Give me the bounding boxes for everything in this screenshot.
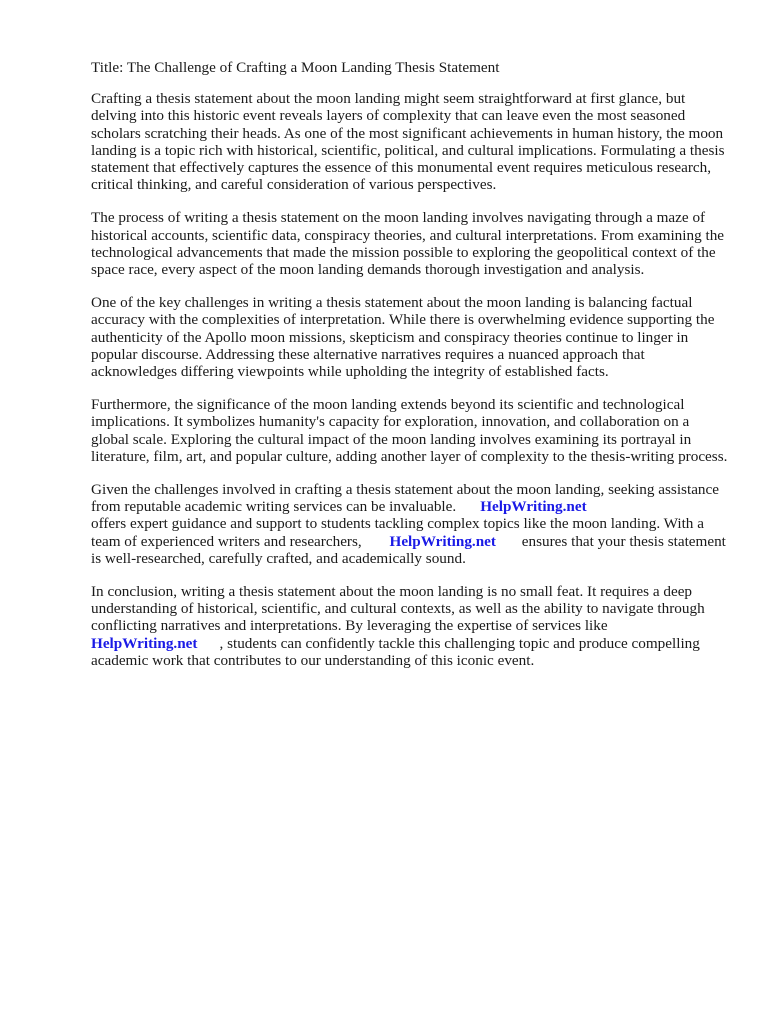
paragraph-conclusion [91, 583, 731, 669]
paragraph-process: The process of writing a thesis statement on the moon landing involves navigating through a maze of historical accounts, scientific data, conspiracy theories, and cultural interpretations. From examining the technological advancements that made the mission possible to exploring the geopolitical context of the space race, every aspect of the moon landing demands thorough investigation and analysis. [91, 209, 725, 279]
paragraph-intro: Crafting a thesis statement about the moon landing might seem straightforward at first glance, but delving into this historic event reveals layers of complexity that can leave even the most seasoned scholars scratching their heads. As one of the most significant achievements in human history, the moon landing is a topic rich with historical, scientific, political, and cultural implications. Formulating a thesis statement that effectively captures the essence of this monumental event requires meticulous research, critical thinking, and careful consideration of various perspectives. [91, 90, 725, 194]
helpwriting-link-2[interactable]: HelpWriting.net [389, 532, 496, 550]
paragraph-conclusion-text-2: , students can confidently tackle this challenging topic and produce compelling academic work that contributes to our understanding of this iconic event. [91, 634, 700, 669]
paragraph-challenges: One of the key challenges in writing a thesis statement about the moon landing is balancing factual accuracy with the complexities of interpretation. While there is overwhelming evidence supporting the authenticity of the Apollo moon missions, skepticism and conspiracy theories continue to linger in popular discourse. Addressing these alternative narratives requires a nuanced approach that acknowledges differing viewpoints while upholding the integrity of established facts. [91, 294, 715, 381]
paragraph-significance: Furthermore, the significance of the moon landing extends beyond its scientific and technological implications. It symbolizes humanity's capacity for exploration, innovation, and collaboration on a global scale. Exploring the cultural impact of the moon landing involves examining its portrayal in literature, film, art, and popular culture, adding another layer of complexity to the thesis-writing process. [91, 396, 728, 465]
paragraph-conclusion-text-1: In conclusion, writing a thesis statement about the moon landing is no small feat. It requires a deep understanding of historical, scientific, and cultural contexts, as well as the ability to navigate through conflicting narratives and interpretations. By leveraging the expertise of services like [91, 583, 705, 635]
paragraph-assistance [91, 481, 731, 567]
paragraph-assistance-text-3: ensures that your thesis statement is well-researched, carefully crafted, and academically sound. [91, 532, 726, 567]
helpwriting-link-3[interactable]: HelpWriting.net [91, 634, 198, 652]
document-page [91, 59, 731, 685]
document-title: Title: The Challenge of Crafting a Moon Landing Thesis Statement [91, 59, 500, 76]
helpwriting-link-1[interactable]: HelpWriting.net [480, 498, 587, 516]
paragraph-assistance-text-1: Given the challenges involved in crafting a thesis statement about the moon landing, seeking assistance from reputable academic writing services can be invaluable. [91, 481, 720, 516]
paragraph-assistance-text-2: offers expert guidance and support to students tackling complex topics like the moon landing. With a team of experienced writers and researchers, [91, 515, 704, 550]
